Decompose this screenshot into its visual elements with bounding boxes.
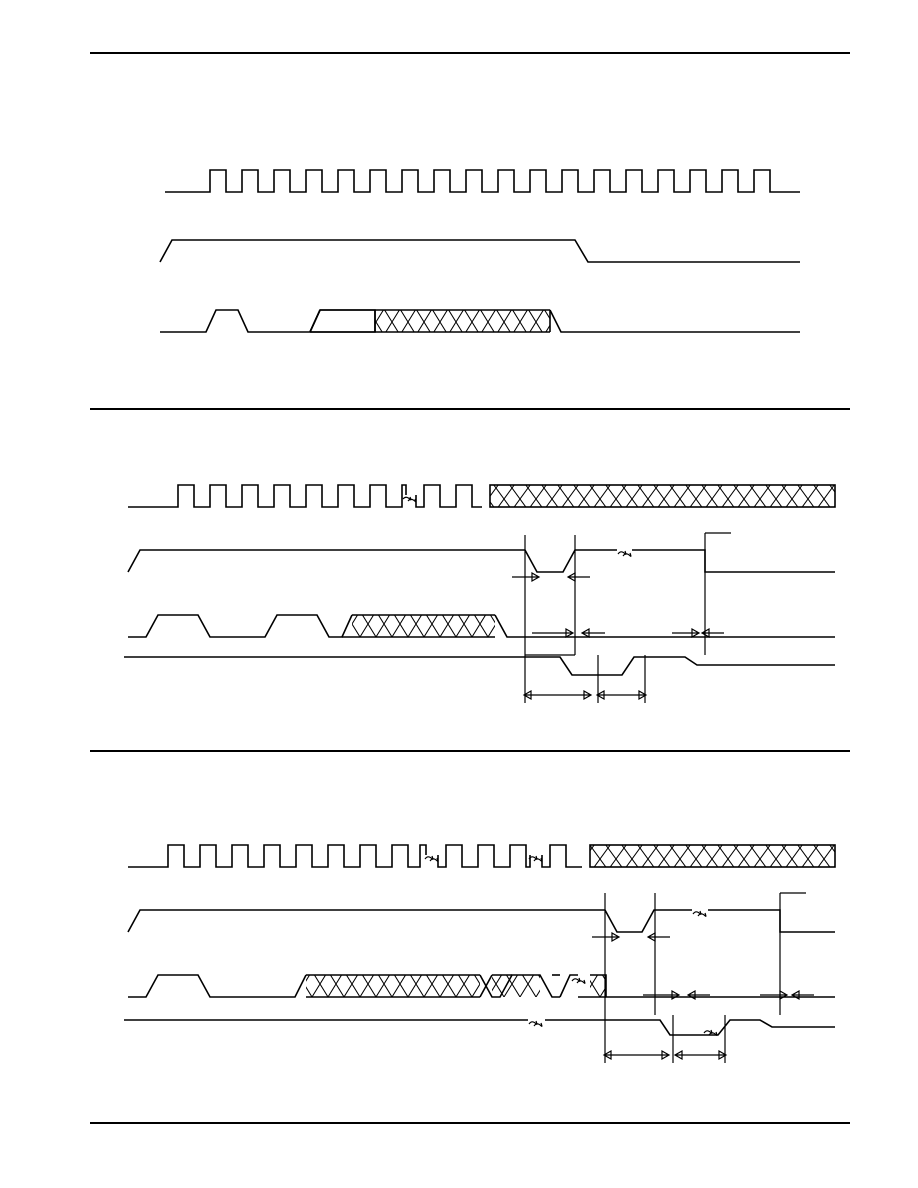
data-valid-hatch-3 xyxy=(590,975,606,997)
measurement-arrows xyxy=(512,533,731,699)
mid-rule-1 xyxy=(90,408,850,410)
clock-hatch-block xyxy=(490,485,835,507)
break-squiggle-ready xyxy=(529,1021,542,1026)
timing-diagram-top xyxy=(120,140,840,340)
ready-signal xyxy=(124,1020,835,1035)
strobe-signal xyxy=(128,910,835,932)
data-valid-hatch xyxy=(375,310,550,332)
clock-signal xyxy=(128,485,835,507)
timing-diagram-bottom xyxy=(120,815,840,1075)
data-valid-hatch-2 xyxy=(492,975,540,997)
break-squiggle-strobe xyxy=(618,551,631,556)
break-squiggle-clock-1 xyxy=(425,856,438,861)
break-squiggle-clock-2 xyxy=(529,856,542,861)
break-squiggle-strobe xyxy=(693,911,706,916)
clock-signal xyxy=(165,170,800,192)
strobe-signal xyxy=(128,550,835,572)
reference-lines xyxy=(525,533,705,703)
ready-signal xyxy=(124,657,835,675)
top-rule xyxy=(90,52,850,54)
strobe-signal xyxy=(160,240,800,262)
data-valid-hatch xyxy=(352,615,495,637)
clock-signal xyxy=(128,845,835,867)
break-squiggle-clock xyxy=(403,497,416,502)
data-signal xyxy=(128,975,835,997)
data-signal xyxy=(128,615,835,637)
reference-lines xyxy=(605,893,780,1063)
clock-hatch-block xyxy=(590,845,835,867)
bottom-rule xyxy=(90,1122,850,1124)
data-valid-hatch-1 xyxy=(306,975,480,997)
mid-rule-2 xyxy=(90,750,850,752)
timing-diagram-middle xyxy=(120,455,840,715)
data-signal xyxy=(160,310,800,332)
break-squiggle-data xyxy=(572,978,585,983)
